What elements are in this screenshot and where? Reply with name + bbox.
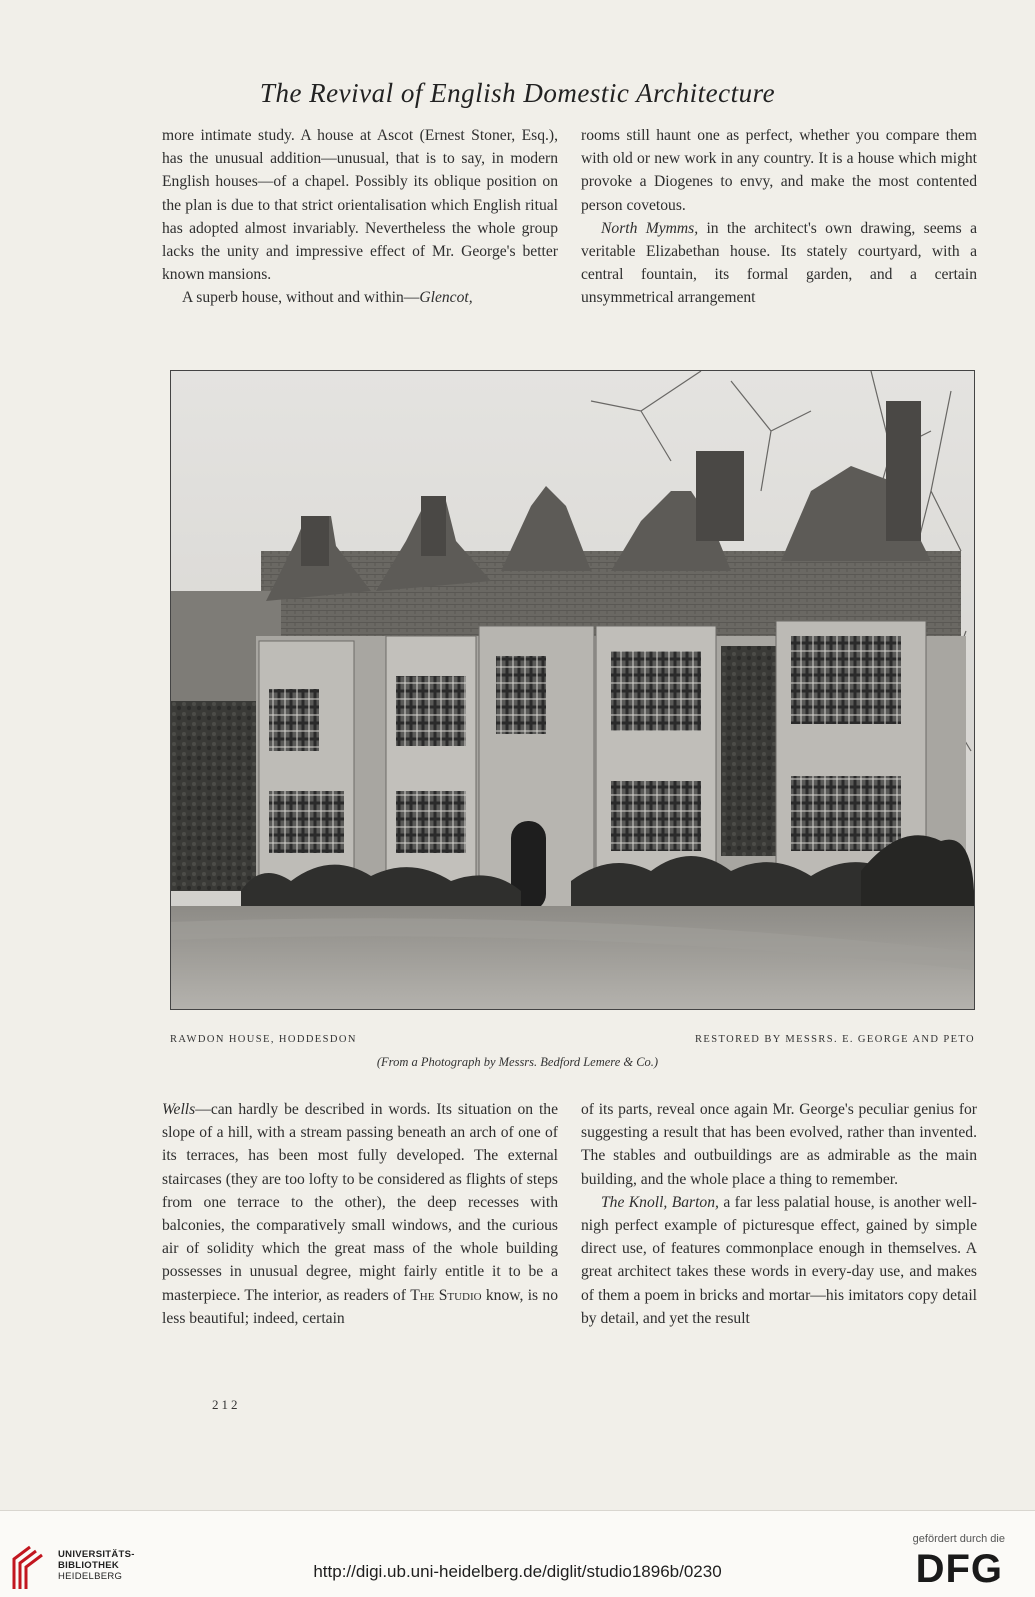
bottom-right-column bbox=[581, 1098, 977, 1330]
page-number: 212 bbox=[212, 1397, 241, 1412]
house-name: North Mymms, bbox=[601, 219, 699, 237]
digitization-footer bbox=[0, 1511, 1035, 1597]
text-run: a far less palatial house, is another well-nigh perfect example of picturesque effect, gained by simple direct use, of features commonplace enough in themselves. A great architect takes these words in every-day use, and makes of them a poem in bricks and mortar—his imitators copy detail by detail, and yet the result bbox=[581, 1193, 977, 1327]
paragraph bbox=[581, 217, 977, 310]
paragraph: of its parts, reveal once again Mr. George's peculiar genius for suggesting a result that has been evolved, rather than invented. The stables and outbuildings are as admirable as the main building, and the whole place a thing to remember. bbox=[581, 1101, 977, 1188]
paragraph: rooms still haunt one as perfect, whether you compare them with old or new work in any country. It is a house which might provoke a Diogenes to envy, and make the most contented person covetous. bbox=[581, 127, 977, 214]
paragraph: more intimate study. A house at Ascot (Ernest Stoner, Esq.), has the unusual addition—unusual, that is to say, in modern English houses—of a chapel. Possibly its oblique position on the plan is due to that strict orientalisation which English ritual has adopted almost invariably. Nevertheless the whole group lacks the unity and impressive effect of Mr. George's better known mansions. bbox=[162, 127, 558, 284]
house-name: The Knoll, Barton, bbox=[601, 1193, 719, 1211]
library-name-line: HEIDELBERG bbox=[58, 1571, 123, 1582]
house-photograph bbox=[171, 371, 974, 1009]
text-run: —can hardly be described in words. Its situation on the slope of a hill, with a stream passing beneath an arch of one of its terraces, has been most fully developed. The external staircases (they are too lofty to be considered as flights of steps from one terrace to the other), the deep recesses with balconies, the comparatively small windows, and the curious air of solidity which the great mass of the whole building possesses in unusual degree, might fairly entitle it to be a masterpiece. The interior, as readers of bbox=[162, 1101, 558, 1304]
figure-caption-title: RAWDON HOUSE, HODDESDON bbox=[170, 1034, 357, 1045]
page-title: The Revival of English Domestic Architecture bbox=[259, 78, 776, 108]
photograph bbox=[170, 370, 975, 1010]
text-run: know, is no less beautiful; indeed, certain bbox=[162, 1286, 558, 1327]
top-right-column bbox=[581, 124, 977, 310]
text-run: in the architect's own drawing, seems a veritable Elizabethan house. Its stately courtyard, with a central fountain, its formal garden, and a certain unsymmetrical arrangement bbox=[581, 219, 977, 307]
paragraph bbox=[162, 286, 558, 309]
source-url-link[interactable]: http://digi.ub.uni-heidelberg.de/diglit/studio1896b/0230 bbox=[313, 1562, 722, 1581]
house-name: Wells bbox=[162, 1101, 196, 1118]
dfg-logo: DFG bbox=[915, 1547, 1003, 1591]
paragraph bbox=[581, 1191, 977, 1330]
magazine-name: The Studio bbox=[410, 1286, 482, 1304]
photo-credit: (From a Photograph by Messrs. Bedford Lemere & Co.) bbox=[376, 1055, 659, 1069]
bottom-left-column bbox=[162, 1098, 558, 1330]
paragraph bbox=[162, 1098, 558, 1330]
library-name-line: BIBLIOTHEK bbox=[58, 1560, 120, 1571]
text-run: A superb house, without and within— bbox=[182, 289, 420, 307]
house-name: Glencot, bbox=[419, 289, 473, 307]
funding-label: gefördert durch die bbox=[912, 1533, 1005, 1545]
top-left-column bbox=[162, 124, 558, 310]
figure-caption-attribution: RESTORED BY MESSRS. E. GEORGE AND PETO bbox=[695, 1034, 975, 1045]
library-name-line: UNIVERSITÄTS- bbox=[58, 1549, 135, 1560]
